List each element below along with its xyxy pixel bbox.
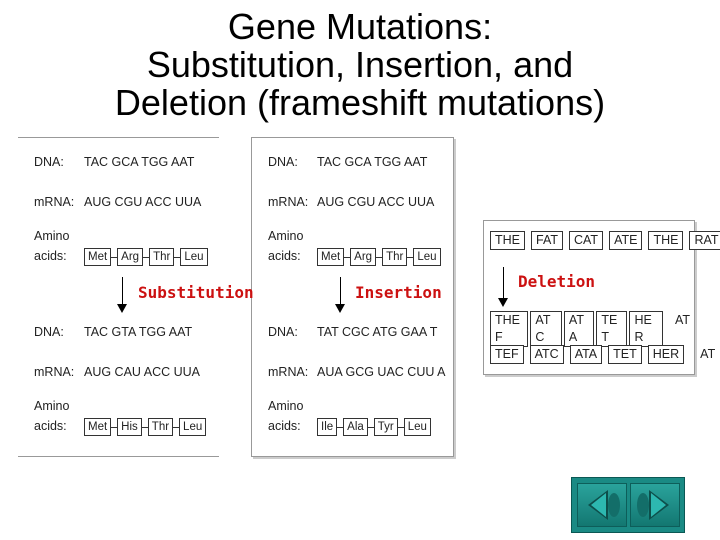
word-box: HE R — [629, 311, 663, 347]
insertion-mutated-mrna: AUA GCG UAC CUU A — [317, 365, 446, 379]
dna-label: DNA: — [268, 155, 298, 169]
amino-label-2: acids: — [268, 249, 301, 263]
word-box: AT C — [530, 311, 562, 347]
insertion-original-dna: TAC GCA TGG AAT — [317, 155, 428, 169]
mrna-label: mRNA: — [34, 365, 75, 379]
insertion-original-amino-acids — [317, 248, 441, 266]
amino-acid-box: Leu — [180, 248, 207, 266]
original-sentence — [490, 231, 720, 250]
amino-acid-box: Met — [84, 418, 111, 436]
substitution-label: Substitution — [138, 283, 254, 302]
word-box: THE — [648, 231, 683, 250]
amino-label-1: Amino — [34, 399, 70, 413]
word-box: THE — [490, 231, 525, 250]
mrna-label: mRNA: — [34, 195, 75, 209]
struck-sentence — [490, 311, 694, 347]
insertion-arrow — [340, 277, 341, 307]
amino-label-1: Amino — [268, 399, 304, 413]
deletion-label: Deletion — [518, 272, 596, 291]
word-box: HER — [648, 345, 684, 364]
amino-acid-box: Arg — [350, 248, 376, 266]
amino-acid-box: Tyr — [374, 418, 398, 436]
insertion-label: Insertion — [355, 283, 442, 302]
title-line-2: Substitution, Insertion, and — [146, 44, 574, 85]
right-arrow-icon — [631, 484, 679, 526]
amino-label-1: Amino — [268, 229, 304, 243]
amino-acid-box: Arg — [117, 248, 143, 266]
amino-acid-box: Thr — [149, 248, 174, 266]
dna-label: DNA: — [34, 155, 64, 169]
result-sentence — [490, 345, 719, 364]
amino-acid-box: Met — [317, 248, 344, 266]
insertion-mutated-amino-acids — [317, 418, 431, 436]
substitution-mutated-dna: TAC GTA TGG AAT — [84, 325, 193, 339]
left-arrow-icon — [578, 484, 626, 526]
amino-label-2: acids: — [34, 419, 67, 433]
amino-label-1: Amino — [34, 229, 70, 243]
substitution-mutated-mrna: AUG CAU ACC UUA — [84, 365, 200, 379]
amino-acid-box: Thr — [148, 418, 173, 436]
dna-label: DNA: — [34, 325, 64, 339]
amino-acid-box: Leu — [179, 418, 206, 436]
word-box: TEF — [490, 345, 524, 364]
amino-acid-box: Ile — [317, 418, 337, 436]
word-box: ATA — [570, 345, 602, 364]
substitution-mutated-amino-acids — [84, 418, 206, 436]
amino-label-2: acids: — [268, 419, 301, 433]
mrna-label: mRNA: — [268, 195, 309, 209]
substitution-arrowhead — [117, 304, 127, 313]
amino-acid-box: Met — [84, 248, 111, 266]
substitution-original-mrna: AUG CGU ACC UUA — [84, 195, 202, 209]
insertion-mutated-dna: TAT CGC ATG GAA T — [317, 325, 438, 339]
dna-label: DNA: — [268, 325, 298, 339]
navigation-bar — [571, 477, 685, 533]
word-remainder: AT — [674, 313, 690, 327]
amino-acid-box: Ala — [343, 418, 368, 436]
word-box: TET — [608, 345, 642, 364]
amino-acid-box: His — [117, 418, 142, 436]
amino-label-2: acids: — [34, 249, 67, 263]
substitution-arrow — [122, 277, 123, 307]
word-box: CAT — [569, 231, 603, 250]
word-remainder: AT — [700, 347, 716, 361]
slide-title — [0, 8, 720, 122]
insertion-original-mrna: AUG CGU ACC UUA — [317, 195, 435, 209]
substitution-original-dna: TAC GCA TGG AAT — [84, 155, 195, 169]
amino-acid-box: Leu — [404, 418, 431, 436]
word-box: ATC — [530, 345, 564, 364]
mrna-label: mRNA: — [268, 365, 309, 379]
word-box: AT A — [564, 311, 594, 347]
word-box: THE F — [490, 311, 528, 347]
previous-slide-button[interactable] — [577, 483, 627, 527]
deletion-arrow — [503, 267, 504, 300]
title-line-3: Deletion (frameshift mutations) — [114, 82, 606, 123]
insertion-arrowhead — [335, 304, 345, 313]
word-box: TE T — [596, 311, 627, 347]
word-box: ATE — [609, 231, 642, 250]
deletion-arrowhead — [498, 298, 508, 307]
next-slide-button[interactable] — [630, 483, 680, 527]
title-line-1: Gene Mutations: — [227, 6, 493, 47]
deletion-panel — [483, 220, 719, 375]
word-box: RAT — [689, 231, 720, 250]
word-box: FAT — [531, 231, 563, 250]
substitution-original-amino-acids — [84, 248, 208, 266]
amino-acid-box: Leu — [413, 248, 440, 266]
amino-acid-box: Thr — [382, 248, 407, 266]
